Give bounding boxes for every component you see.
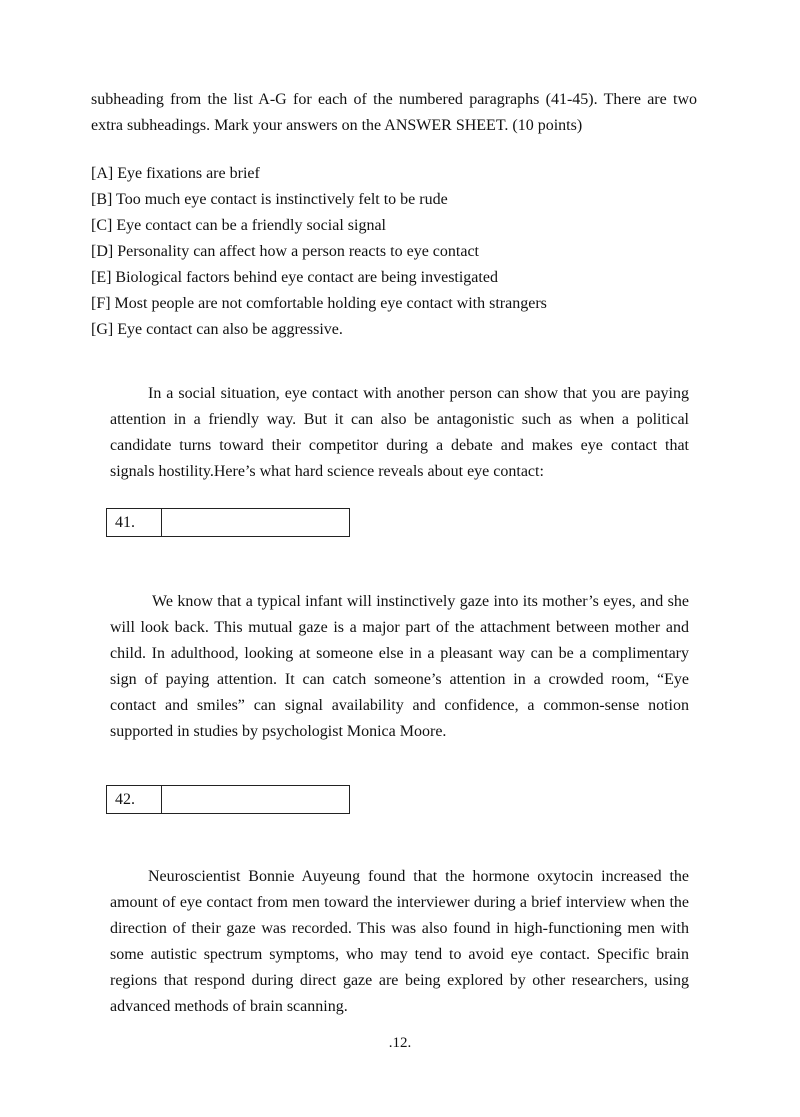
- option-a: [A] Eye fixations are brief: [91, 165, 260, 182]
- instructions-text: subheading from the list A-G for each of the numbered paragraphs (41-45). There are two extra subheadings. Mark your answers on the ANSWER SHEET. (10 points): [91, 91, 697, 134]
- answer-blank-42[interactable]: [162, 786, 349, 813]
- answer-blank-41[interactable]: [162, 509, 349, 536]
- option-b: [B] Too much eye contact is instinctively felt to be rude: [91, 191, 448, 208]
- answer-box-42: [106, 785, 350, 814]
- option-d: [D] Personality can affect how a person reacts to eye contact: [91, 243, 479, 260]
- option-e: [E] Biological factors behind eye contact are being investigated: [91, 269, 498, 286]
- option-c: [C] Eye contact can be a friendly social signal: [91, 217, 386, 234]
- option-g: [G] Eye contact can also be aggressive.: [91, 321, 343, 338]
- paragraph-41: We know that a typical infant will instinctively gaze into its mother’s eyes, and she will look back. This mutual gaze is a major part of the attachment between mother and child. In adulthood, looking at someone else in a pleasant way can be a complimentary sign of paying attention. It can catch someone’s attention in a crowded room, “Eye contact and smiles” can signal availability and confidence, a common-sense notion supported in studies by psychologist Monica Moore.: [110, 593, 689, 740]
- intro-paragraph: In a social situation, eye contact with another person can show that you are paying attention in a friendly way. But it can also be antagonistic such as when a political candidate turns toward their competitor during a debate and makes eye contact that signals hostility.Here’s what hard science reveals about eye contact:: [110, 385, 689, 480]
- question-number-42: 42.: [107, 786, 162, 813]
- answer-box-41: [106, 508, 350, 537]
- option-f: [F] Most people are not comfortable holding eye contact with strangers: [91, 295, 547, 312]
- subheading-options-list: [91, 161, 701, 343]
- paragraph-42: Neuroscientist Bonnie Auyeung found that the hormone oxytocin increased the amount of eye contact from men toward the interviewer during a brief interview when the direction of their gaze was recorded. This was also found in high-functioning men with some autistic spectrum symptoms, who may tend to avoid eye contact. Specific brain regions that respond during direct gaze are being explored by other researchers, using advanced methods of brain scanning.: [110, 868, 689, 1015]
- question-number-41: 41.: [107, 509, 162, 536]
- page-number: .12.: [388, 1035, 412, 1051]
